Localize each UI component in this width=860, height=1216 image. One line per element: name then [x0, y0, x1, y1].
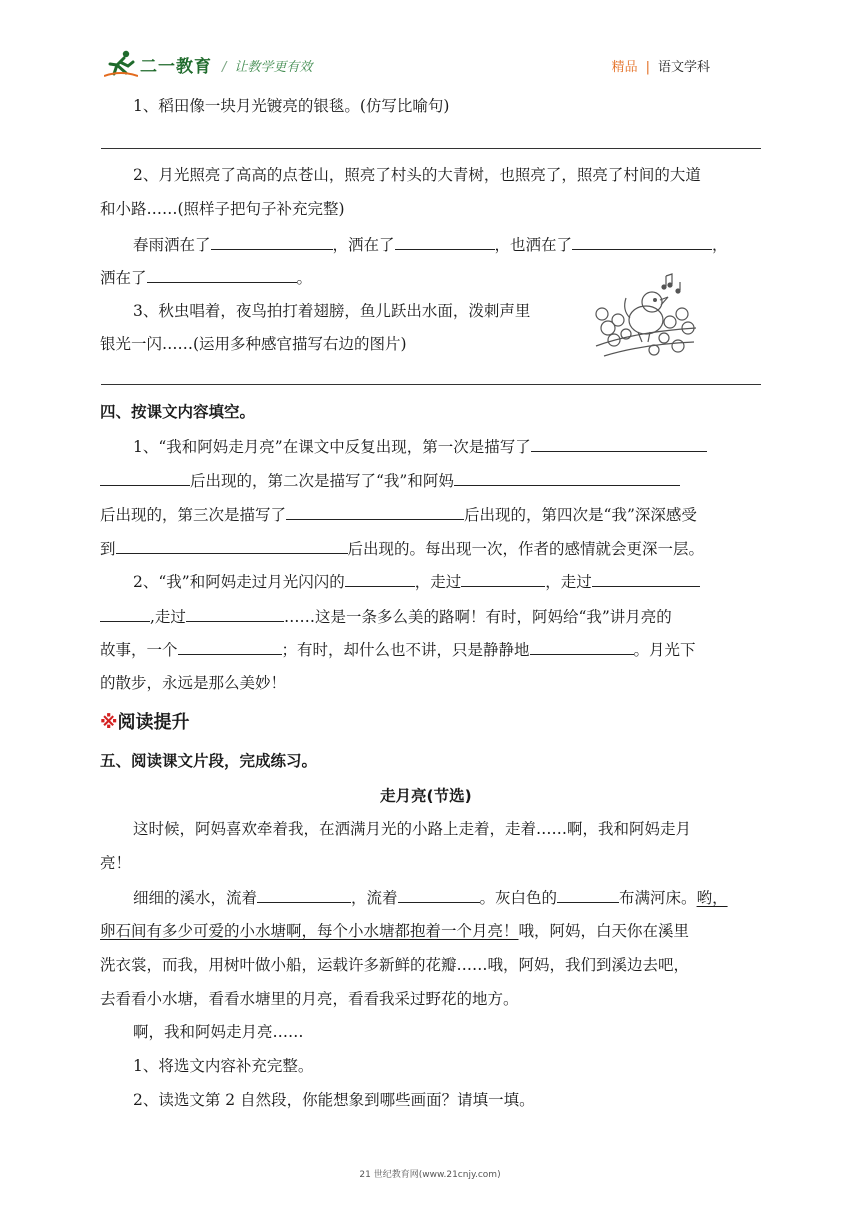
fill-blank[interactable] [286, 503, 464, 520]
singing-bird-illustration [594, 268, 698, 364]
fill-blank[interactable] [592, 570, 700, 587]
exercise-item-2-fill-line1: 春雨洒在了 ，洒在了 ，也洒在了 ， [133, 233, 728, 256]
section-4-q2-line2: ,走过 ……这是一条多么美的路啊！有时，阿妈给“我”讲月亮的 [100, 605, 672, 628]
reading-heading: ※阅读提升 [100, 712, 190, 733]
fill-blank[interactable] [211, 233, 333, 250]
fill-blank[interactable] [530, 638, 634, 655]
passage-p2-line1: 细细的溪水，流着 ，流着 。灰白色的 布满河床。哟， [133, 886, 728, 909]
fill-blank[interactable] [178, 638, 282, 655]
passage-p2-line3: 洗衣裳，而我，用树叶做小船，运载许多新鲜的花瓣……哦，阿妈，我们到溪边去吧， [100, 956, 690, 974]
section-4-q1-line2: 后出现的，第二次是描写了“我”和阿妈 [100, 469, 680, 492]
passage-p1-line1: 这时候，阿妈喜欢牵着我，在洒满月光的小路上走着，走着……啊，我和阿妈走月 [133, 820, 692, 838]
section-5-title: 五、阅读课文片段，完成练习。 [100, 752, 318, 770]
fill-blank[interactable] [257, 886, 351, 903]
fill-blank[interactable] [147, 266, 297, 283]
logo-text: 二一教育 [140, 56, 212, 77]
fill-blank[interactable] [100, 469, 190, 486]
section-4-q2-line3: 故事，一个 ；有时，却什么也不讲，只是静静地 。月光下 [100, 638, 696, 661]
page-header [104, 48, 710, 82]
answer-line-3 [101, 384, 761, 385]
section-4-q2-line1: 2、“我”和阿妈走过月光闪闪的 ，走过 ，走过 [133, 570, 700, 593]
section-4-q1-line3: 后出现的，第三次是描写了 后出现的，第四次是“我”深深感受 [100, 503, 697, 526]
runner-logo-icon [104, 50, 138, 78]
slogan: / 让教学更有效 [222, 60, 313, 75]
fill-blank[interactable] [557, 886, 619, 903]
fill-blank[interactable] [398, 886, 480, 903]
exercise-item-3-line2: 银光一闪……(运用多种感官描写右边的图片) [100, 335, 407, 353]
section-5-q1: 1、将选文内容补充完整。 [133, 1057, 314, 1075]
logo [104, 50, 212, 78]
fill-blank[interactable] [461, 570, 545, 587]
fill-blank[interactable] [116, 537, 348, 554]
section-5-q2: 2、读选文第 2 自然段，你能想象到哪些画面？请填一填。 [133, 1091, 535, 1109]
brand-tag: 精品 [611, 60, 638, 75]
exercise-item-2-fill-line2: 洒在了 。 [100, 266, 312, 289]
section-4-q2-line4: 的散步，永远是那么美妙！ [100, 674, 287, 692]
passage-title: 走月亮(节选) [380, 787, 472, 805]
answer-line-1 [101, 148, 761, 149]
fill-blank[interactable] [454, 469, 680, 486]
brand-label: 精品 | 语文学科 [611, 60, 710, 75]
exercise-item-3-line1: 3、秋虫唱着，夜鸟拍打着翅膀，鱼儿跃出水面，泼刺声里 [133, 302, 531, 320]
passage-p3: 啊，我和阿妈走月亮…… [133, 1023, 304, 1041]
exercise-item-1: 1、稻田像一块月光镀亮的银毯。(仿写比喻句) [133, 97, 450, 115]
passage-p2-line4: 去看看小水塘，看看水塘里的月亮，看看我采过野花的地方。 [100, 990, 519, 1008]
page-footer: 21 世纪教育网(www.21cnjy.com) [359, 1170, 501, 1180]
underlined-text: 卵石间有多少可爱的小水塘啊，每个小水塘都抱着一个月亮！ [100, 922, 519, 940]
fill-blank[interactable] [186, 605, 284, 622]
exercise-item-2-line1: 2、月光照亮了高高的点苍山，照亮了村头的大青树，也照亮了，照亮了村间的大道 [133, 166, 701, 184]
fill-blank[interactable] [531, 435, 707, 452]
exercise-item-2-line2: 和小路……(照样子把句子补充完整) [100, 200, 345, 218]
fill-blank[interactable] [100, 605, 150, 622]
subject-label: 语文学科 [657, 60, 710, 75]
passage-p2-line2: 卵石间有多少可爱的小水塘啊，每个小水塘都抱着一个月亮！哦，阿妈，白天你在溪里 [100, 922, 690, 940]
fill-blank[interactable] [345, 570, 415, 587]
section-4-q1-line4: 到 后出现的。每出现一次，作者的感情就会更深一层。 [100, 537, 704, 560]
fill-blank[interactable] [572, 233, 712, 250]
fill-blank[interactable] [395, 233, 495, 250]
passage-p1-line2: 亮！ [100, 854, 132, 872]
section-4-q1-line1: 1、“我和阿妈走月亮”在课文中反复出现，第一次是描写了 [133, 435, 707, 458]
section-4-title: 四、按课文内容填空。 [100, 403, 256, 421]
underlined-text: 哟， [696, 889, 728, 907]
